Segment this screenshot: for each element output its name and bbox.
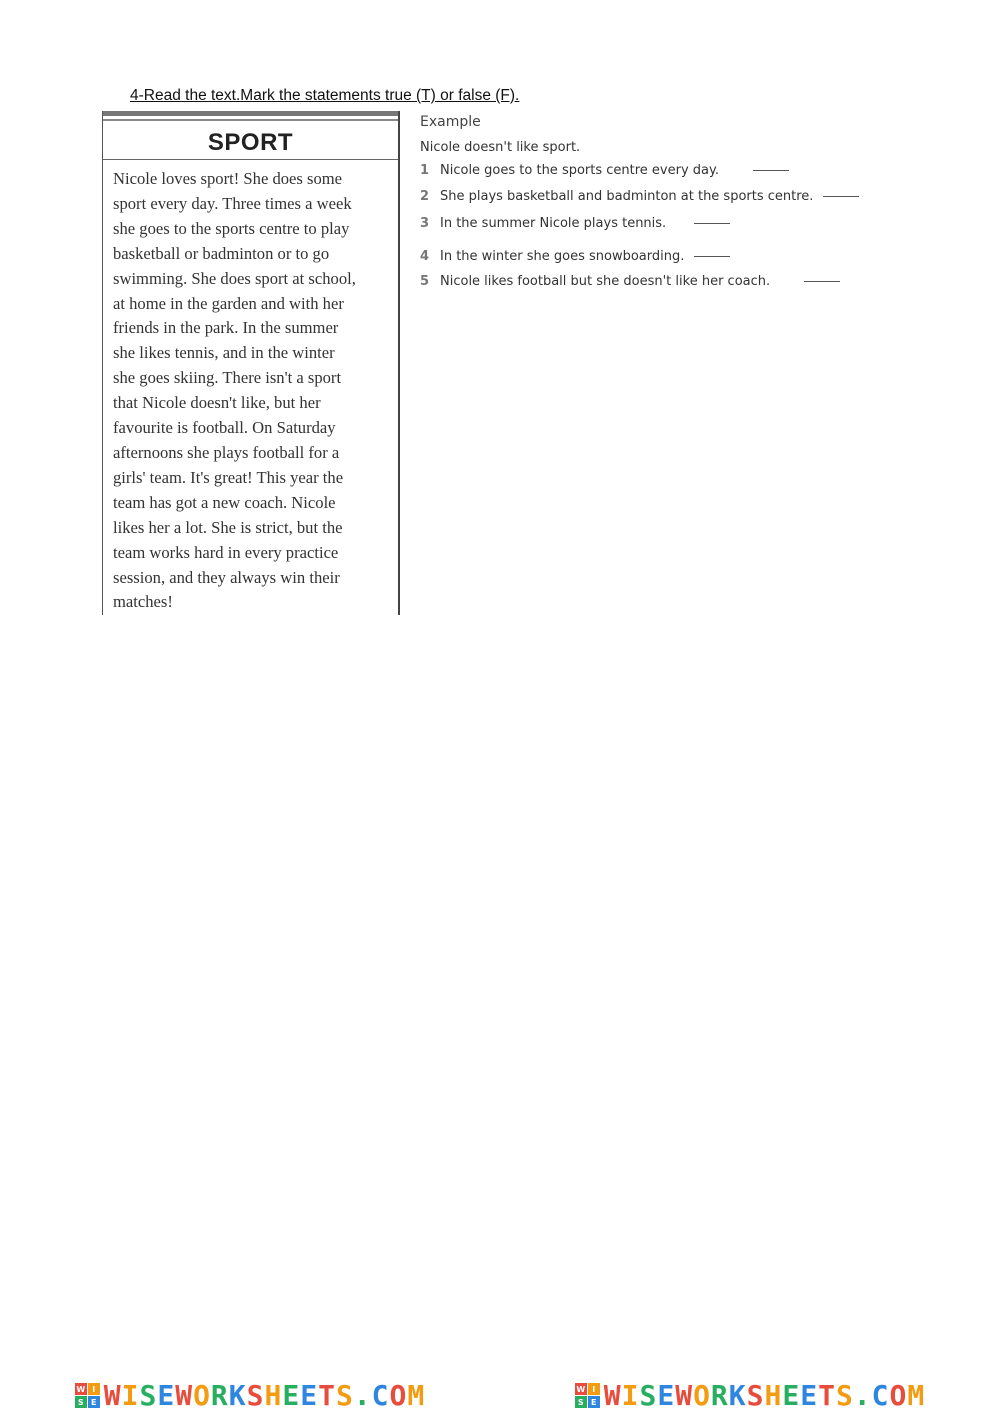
answer-blank[interactable] (694, 256, 730, 257)
brand-letter: E (300, 1379, 319, 1412)
brand-text (604, 1379, 925, 1412)
logo-cell: W (76, 1384, 86, 1394)
brand-letter: R (210, 1379, 229, 1412)
brand-letter: O (193, 1379, 211, 1412)
reading-line: likes her a lot. She is strict, but the (113, 517, 343, 537)
statement-number: 3 (420, 216, 430, 231)
brand-letter: O (889, 1379, 908, 1412)
answer-blank[interactable] (753, 170, 789, 171)
brand-letter: M (907, 1379, 926, 1412)
brand-letter: S (639, 1379, 658, 1412)
brand-letter: E (782, 1379, 801, 1412)
brand-letter: I (621, 1379, 640, 1412)
brand-logo-icon (575, 1383, 600, 1408)
box-top-bar-thin (103, 119, 398, 121)
example-label: Example (420, 114, 481, 130)
brand-letter: I (121, 1379, 140, 1412)
example-sentence: Nicole doesn't like sport. (420, 140, 581, 155)
box-top-bar (103, 111, 398, 116)
brand-letter: W (103, 1379, 122, 1412)
brand-letter: R (710, 1379, 729, 1412)
brand-letter: S (335, 1379, 354, 1412)
reading-line: basketball or badminton or to go (113, 243, 330, 263)
brand-letter: E (282, 1379, 301, 1412)
brand-letter: S (746, 1379, 765, 1412)
logo-cell: E (588, 1396, 600, 1408)
reading-line: team works hard in every practice (113, 542, 339, 562)
brand-letter: E (657, 1379, 676, 1412)
brand-letter: O (389, 1379, 408, 1412)
exercise-instruction: 4-Read the text.Mark the statements true (T) or false (F). (130, 87, 520, 104)
statement-text: In the winter she goes snowboarding. (440, 249, 685, 264)
brand-letter: W (603, 1379, 622, 1412)
brand-letter: E (157, 1379, 176, 1412)
statement-number: 5 (420, 274, 430, 289)
logo-cell: S (75, 1396, 87, 1408)
answer-blank[interactable] (694, 223, 730, 224)
reading-line: at home in the garden and with her (113, 293, 344, 313)
statement-text: Nicole likes football but she doesn't like her coach. (440, 274, 771, 289)
reading-line: swimming. She does sport at school, (113, 268, 356, 288)
reading-line: friends in the park. In the summer (113, 318, 339, 338)
reading-line: afternoons she plays football for a (113, 442, 340, 462)
brand-logo-icon (75, 1383, 100, 1408)
reading-line: favourite is football. On Saturday (113, 418, 336, 438)
reading-line: matches! (113, 592, 173, 612)
brand-letter: S (139, 1379, 158, 1412)
reading-line: sport every day. Three times a week (113, 193, 352, 213)
statement-5 (420, 274, 840, 289)
reading-line: team has got a new coach. Nicole (113, 492, 336, 512)
reading-line: she goes to the sports centre to play (113, 218, 350, 238)
brand-letter: K (728, 1379, 747, 1412)
brand-letter: K (228, 1379, 247, 1412)
brand-letter: M (407, 1379, 426, 1412)
reading-line: she goes skiing. There isn't a sport (113, 368, 342, 388)
brand-letter: . (353, 1379, 372, 1412)
statement-text: She plays basketball and badminton at the sports centre. (440, 189, 814, 204)
reading-body (113, 167, 388, 615)
brand-letter: H (264, 1379, 283, 1412)
watermark-brand (75, 1379, 425, 1412)
statement-4 (420, 249, 730, 264)
brand-letter: S (835, 1379, 854, 1412)
logo-cell: E (88, 1396, 100, 1408)
logo-cell: W (576, 1384, 586, 1394)
reading-title: SPORT (207, 129, 294, 156)
brand-letter: W (675, 1379, 694, 1412)
brand-letter: O (693, 1379, 711, 1412)
answer-blank[interactable] (804, 281, 840, 282)
statement-number: 1 (420, 163, 430, 178)
statement-text: In the summer Nicole plays tennis. (440, 216, 667, 231)
reading-text-box (102, 111, 400, 615)
footer-watermark (0, 1378, 1000, 1413)
brand-letter: . (853, 1379, 872, 1412)
brand-letter: S (246, 1379, 265, 1412)
statement-text: Nicole goes to the sports centre every day. (440, 163, 719, 178)
watermark-brand (575, 1379, 925, 1412)
brand-letter: T (318, 1379, 336, 1412)
statement-1 (420, 163, 789, 178)
statement-number: 2 (420, 189, 430, 204)
logo-cell: S (575, 1396, 587, 1408)
title-divider (103, 159, 398, 160)
reading-line: she likes tennis, and in the winter (113, 343, 335, 363)
answer-blank[interactable] (823, 196, 859, 197)
brand-letter: C (371, 1379, 390, 1412)
brand-letter: E (800, 1379, 819, 1412)
reading-line: session, and they always win their (113, 567, 340, 587)
reading-line: girls' team. It's great! This year the (113, 467, 344, 487)
statement-2 (420, 189, 859, 204)
brand-letter: W (175, 1379, 194, 1412)
brand-letter: T (818, 1379, 836, 1412)
reading-line: Nicole loves sport! She does some (113, 169, 343, 188)
brand-letter: C (871, 1379, 890, 1412)
statement-3 (420, 216, 730, 231)
brand-text (104, 1379, 425, 1412)
logo-cell: I (88, 1383, 100, 1395)
statement-number: 4 (420, 249, 430, 264)
brand-letter: H (764, 1379, 783, 1412)
reading-line: that Nicole doesn't like, but her (113, 393, 321, 413)
logo-cell: I (588, 1383, 600, 1395)
